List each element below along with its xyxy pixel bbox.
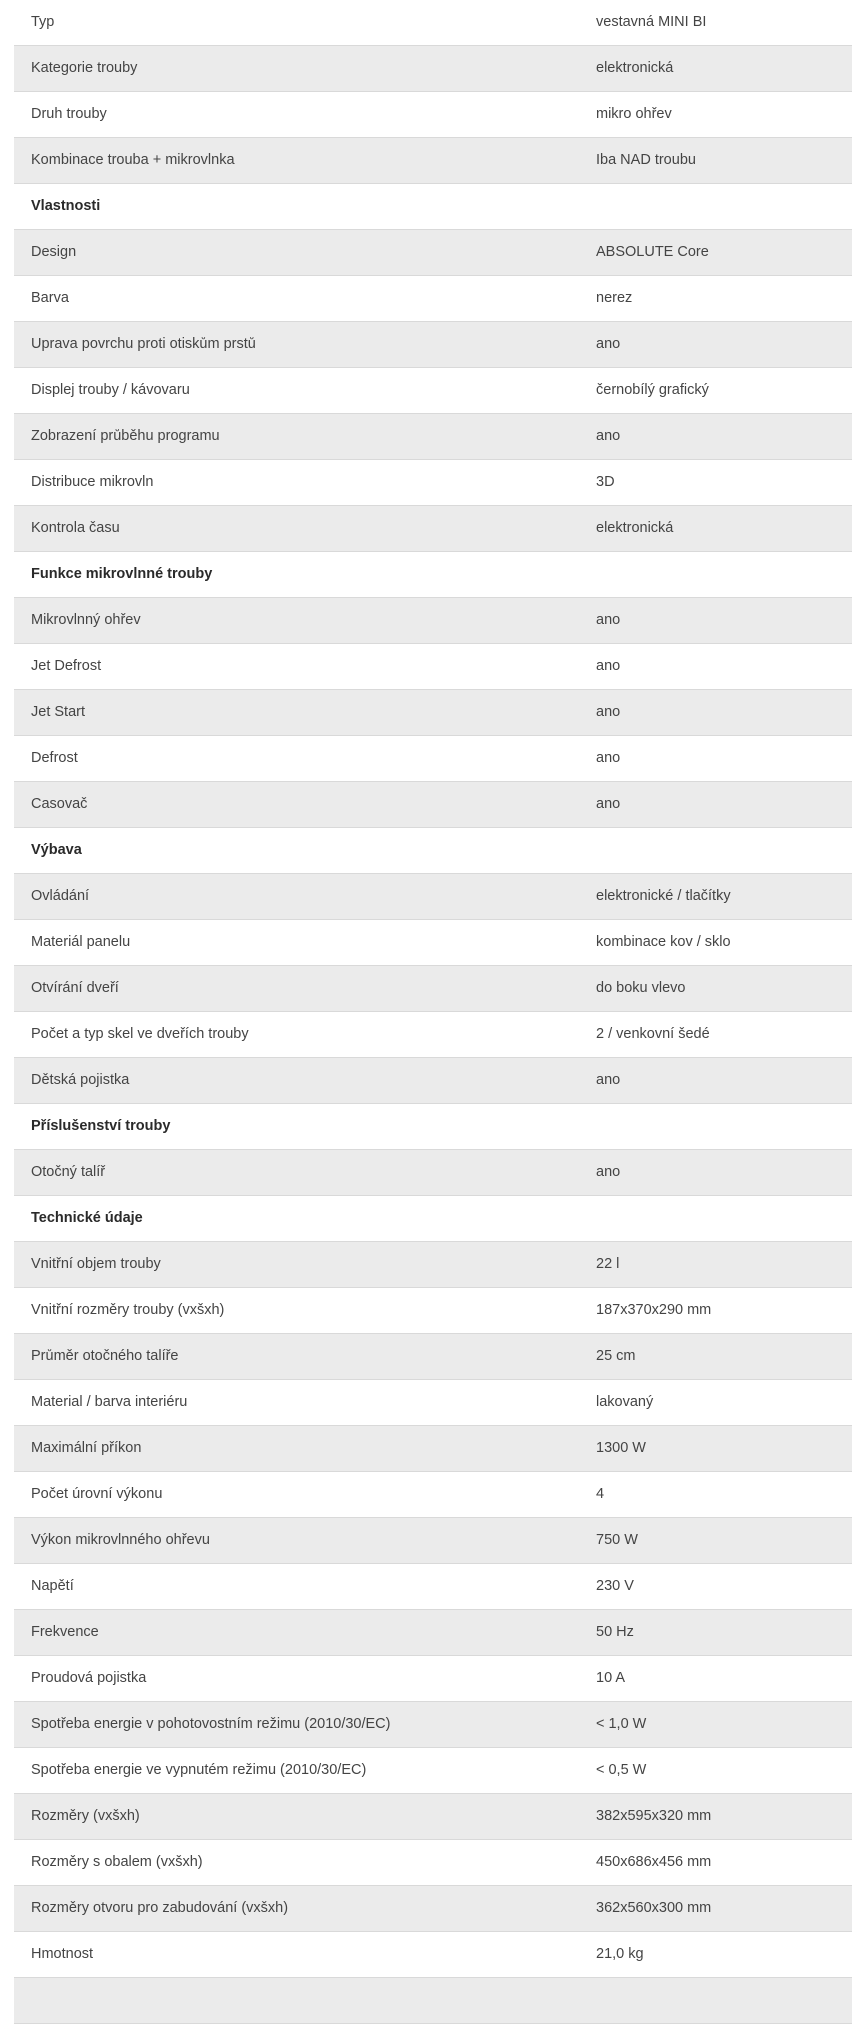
spec-value: 25 cm: [596, 1349, 636, 1364]
spec-row: [14, 1150, 852, 1196]
spec-row: [14, 276, 852, 322]
spec-row: [14, 874, 852, 920]
spec-row: [14, 644, 852, 690]
section-header: [14, 1104, 852, 1150]
spec-row: [14, 1380, 852, 1426]
spec-value: elektronická: [596, 521, 674, 536]
spec-value: 21,0 kg: [596, 1947, 644, 1962]
spec-value: 382x595x320 mm: [596, 1809, 712, 1824]
spec-row: [14, 1702, 852, 1748]
spec-label: Distribuce mikrovln: [31, 475, 154, 490]
spec-value: 10 A: [596, 1671, 626, 1686]
spec-label: Výkon mikrovlnného ohřevu: [31, 1533, 210, 1548]
spec-value: elektronické / tlačítky: [596, 889, 731, 904]
section-title: Vlastnosti: [31, 199, 101, 214]
spec-label: Zobrazení průběhu programu: [31, 429, 220, 444]
spec-label: Otvírání dveří: [31, 981, 119, 996]
spec-value: do boku vlevo: [596, 981, 686, 996]
spec-value: Iba NAD troubu: [596, 153, 696, 168]
spec-row: [14, 782, 852, 828]
spec-row: [14, 1564, 852, 1610]
spec-row: [14, 506, 852, 552]
spec-row: [14, 1932, 852, 1978]
spec-value: ano: [596, 337, 621, 352]
spec-label: Počet úrovní výkonu: [31, 1487, 163, 1502]
spec-row: [14, 1840, 852, 1886]
spec-row: [14, 1058, 852, 1104]
spec-label: Kontrola času: [31, 521, 120, 536]
spec-label: Časovač: [31, 797, 88, 812]
spec-label: Rozměry (vxšxh): [31, 1809, 140, 1824]
spec-label: Typ: [31, 15, 55, 30]
spec-label: Jet Start: [31, 705, 85, 720]
spec-label: Průměr otočného talíře: [31, 1349, 179, 1364]
spec-label: Dětská pojistka: [31, 1073, 130, 1088]
spec-row: [14, 1886, 852, 1932]
spec-row: [14, 598, 852, 644]
spec-label: Úprava povrchu proti otiskům prstů: [31, 337, 256, 352]
spec-value: 4: [596, 1487, 605, 1502]
spec-row: [14, 230, 852, 276]
spec-row: [14, 1288, 852, 1334]
spec-label: Druh trouby: [31, 107, 107, 122]
spec-row: [14, 1472, 852, 1518]
spec-label: Design: [31, 245, 77, 260]
spec-label: Displej trouby / kávovaru: [31, 383, 190, 398]
section-title: Funkce mikrovlnné trouby: [31, 567, 213, 582]
spec-label: Otočný talíř: [31, 1165, 106, 1180]
spec-row: [14, 1334, 852, 1380]
spec-value: ano: [596, 1165, 621, 1180]
spec-row: [14, 1978, 852, 2024]
spec-value: ano: [596, 613, 621, 628]
spec-row: [14, 1656, 852, 1702]
spec-label: Defrost: [31, 751, 78, 766]
spec-row: [14, 322, 852, 368]
spec-row: [14, 966, 852, 1012]
spec-row: [14, 1794, 852, 1840]
spec-value: 230 V: [596, 1579, 634, 1594]
spec-row: [14, 1242, 852, 1288]
spec-value: 50 Hz: [596, 1625, 634, 1640]
spec-label: Ovládání: [31, 889, 90, 904]
spec-row: [14, 1012, 852, 1058]
section-title: Příslušenství trouby: [31, 1119, 171, 1134]
spec-label: Vnitřní objem trouby: [31, 1257, 161, 1272]
spec-value: < 1,0 W: [596, 1717, 647, 1732]
spec-row: [14, 1518, 852, 1564]
spec-row: [14, 920, 852, 966]
spec-row: [14, 368, 852, 414]
spec-row: [14, 0, 852, 46]
spec-label: Frekvence: [31, 1625, 99, 1640]
spec-value: nerez: [596, 291, 633, 306]
spec-row: [14, 1610, 852, 1656]
spec-value: 750 W: [596, 1533, 638, 1548]
spec-row: [14, 414, 852, 460]
spec-value: 1300 W: [596, 1441, 646, 1456]
spec-row: [14, 1426, 852, 1472]
spec-label: Vnitřní rozměry trouby (vxšxh): [31, 1303, 225, 1318]
spec-label: Kategorie trouby: [31, 61, 138, 76]
spec-value: ano: [596, 1073, 621, 1088]
spec-value: 450x686x456 mm: [596, 1855, 712, 1870]
spec-row: [14, 690, 852, 736]
spec-label: Material / barva interiéru: [31, 1395, 188, 1410]
spec-value: lakovaný: [596, 1395, 654, 1410]
section-title: Technické údaje: [31, 1211, 143, 1226]
spec-value: ABSOLUTE Core: [596, 245, 709, 260]
spec-label: Spotřeba energie v pohotovostním režimu (2010/30/EC): [31, 1717, 391, 1732]
spec-row: [14, 1748, 852, 1794]
section-header: [14, 828, 852, 874]
spec-value: ano: [596, 797, 621, 812]
spec-value: elektronická: [596, 61, 674, 76]
spec-row: [14, 46, 852, 92]
spec-label: Barva: [31, 291, 69, 306]
spec-row: [14, 736, 852, 782]
spec-label: Proudová pojistka: [31, 1671, 147, 1686]
section-header: [14, 1196, 852, 1242]
spec-value: 22 l: [596, 1257, 620, 1272]
section-header: [14, 184, 852, 230]
spec-value: kombinace kov / sklo: [596, 935, 731, 950]
spec-label: Maximální příkon: [31, 1441, 142, 1456]
section-header: [14, 552, 852, 598]
spec-value: vestavná MINI BI: [596, 15, 707, 30]
spec-label: Počet a typ skel ve dveřích trouby: [31, 1027, 249, 1042]
spec-row: [14, 92, 852, 138]
spec-value: 3D: [596, 475, 615, 490]
spec-label: Napětí: [31, 1579, 74, 1594]
spec-row: [14, 138, 852, 184]
section-title: Výbava: [31, 843, 82, 858]
spec-value: ano: [596, 705, 621, 720]
spec-row: [14, 460, 852, 506]
spec-label: Rozměry s obalem (vxšxh): [31, 1855, 203, 1870]
spec-value: černobílý grafický: [596, 383, 709, 398]
spec-label: Kombinace trouba + mikrovlnka: [31, 153, 235, 168]
spec-label: Hmotnost: [31, 1947, 94, 1962]
spec-value: < 0,5 W: [596, 1763, 647, 1778]
spec-value: 362x560x300 mm: [596, 1901, 712, 1916]
spec-value: mikro ohřev: [596, 107, 672, 122]
spec-value: 2 / venkovní šedé: [596, 1027, 710, 1042]
spec-value: ano: [596, 429, 621, 444]
spec-value: ano: [596, 751, 621, 766]
spec-table: [14, 0, 852, 2024]
spec-label: Materiál panelu: [31, 935, 131, 950]
spec-label: Rozměry otvoru pro zabudování (vxšxh): [31, 1901, 289, 1916]
spec-value: 187x370x290 mm: [596, 1303, 712, 1318]
spec-label: Mikrovlnný ohřev: [31, 613, 141, 628]
spec-label: Spotřeba energie ve vypnutém režimu (2010/30/EC): [31, 1763, 367, 1778]
spec-label: Jet Defrost: [31, 659, 102, 674]
spec-value: ano: [596, 659, 621, 674]
